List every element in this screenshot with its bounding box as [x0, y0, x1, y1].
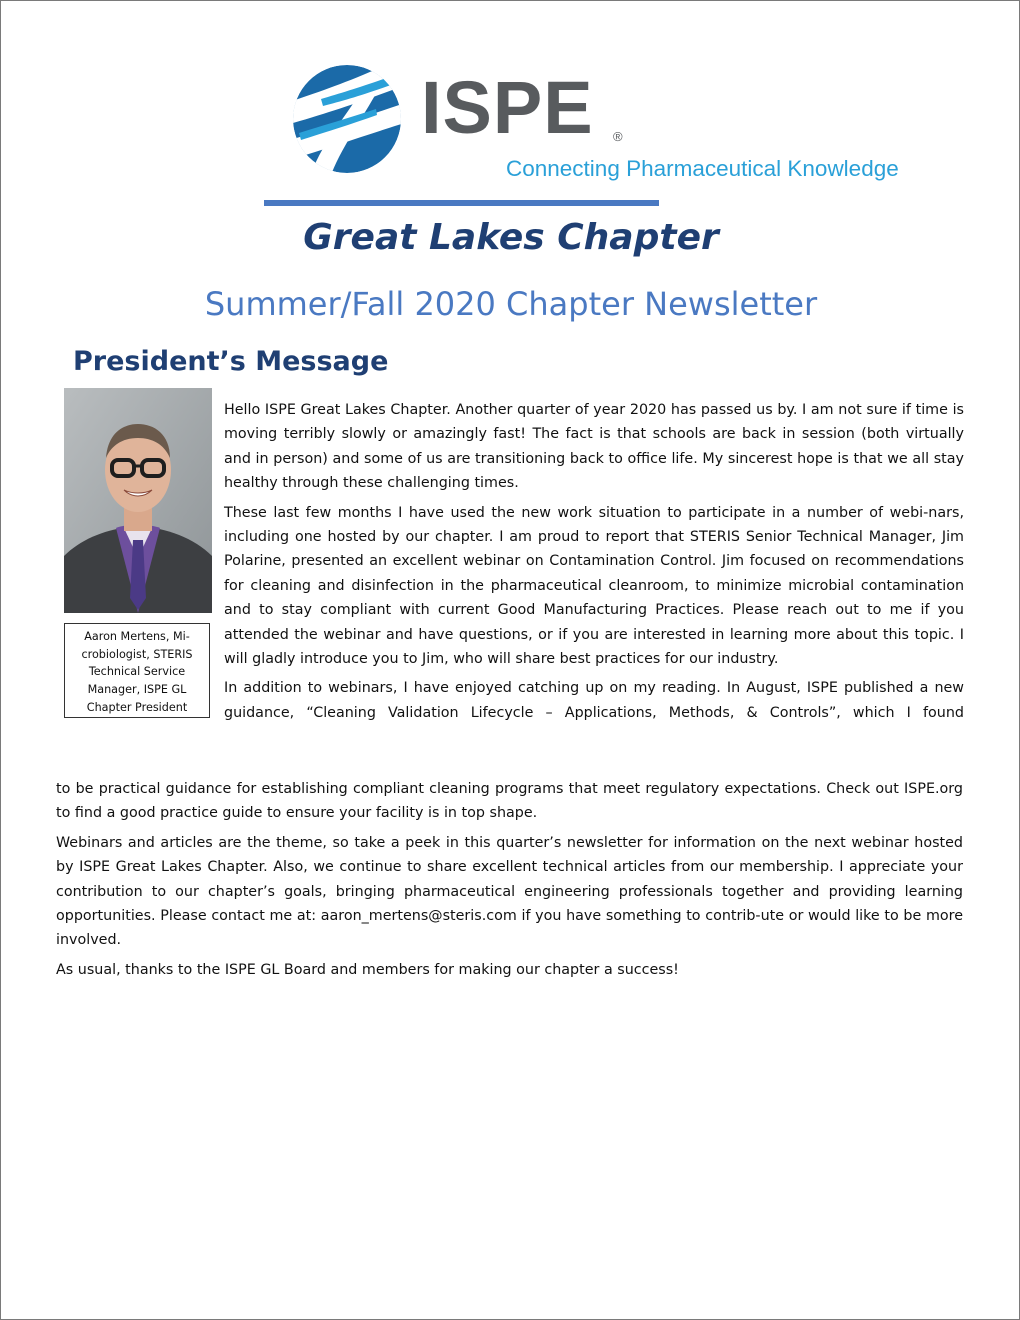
- president-photo: [64, 388, 212, 613]
- paragraph: to be practical guidance for establishing compliant cleaning programs that meet regulatory expectations. Check out ISPE.org to find a good practice guide to ensure your facility is in top shape.: [56, 781, 963, 822]
- caption-line: crobiologist, STERIS: [81, 647, 193, 661]
- paragraph: Webinars and articles are the theme, so take a peek in this quarter’s newsletter for information on the next webinar hosted by ISPE Great Lakes Chapter. Also, we continue to share excellent technical articles from our membership. I appreciate your contribution to our chapter’s goals, bringing pharmaceutical engineering professionals together and providing learning opportunities. Please contact me at: aaron_mertens@steris.com if you have something to contrib-ute or would like to be more involved.: [56, 834, 963, 949]
- caption-line: Technical Service: [88, 665, 186, 679]
- newsletter-title: Summer/Fall 2020 Chapter Newsletter: [204, 285, 818, 323]
- caption-line: Chapter President: [86, 700, 188, 714]
- ispe-logo: [291, 63, 931, 193]
- section-heading: President’s Message: [73, 346, 389, 377]
- paragraph: These last few months I have used the new work situation to participate in a number of webi-nars, including one hosted by our chapter. I am proud to report that STERIS Senior Technical Manager, Jim Polarine, presented an excellent webinar on Contamination Control. Jim focused on recommendations for cleaning and disinfection in the pharmaceutical cleanroom, to minimize microbial contamination and to stay compliant with current Good Manufacturing Practices. Please reach out to me if you attended the webinar and have questions, or if you are interested in learning more about this topic. I will gladly introduce you to Jim, who will share best practices for our industry.: [224, 504, 964, 668]
- caption-line: Aaron Mertens, Mi-: [84, 630, 190, 643]
- paragraph: In addition to webinars, I have enjoyed catching up on my reading. In August, ISPE published a new guidance, “Cleaning Validation Lifecycle – Applications, Methods, & Controls”, which I found: [224, 680, 964, 721]
- message-body-column: [224, 398, 964, 730]
- message-body-full: [56, 777, 963, 987]
- chapter-title: Great Lakes Chapter: [303, 217, 719, 258]
- paragraph: As usual, thanks to the ISPE GL Board and members for making our chapter a success!: [56, 961, 679, 978]
- registered-mark: ®: [613, 129, 623, 144]
- header-divider: [264, 200, 659, 206]
- logo-tagline: Connecting Pharmaceutical Knowledge: [506, 156, 899, 181]
- caption-line: Manager, ISPE GL: [87, 683, 187, 697]
- portrait-image: [64, 388, 212, 613]
- logo-wordmark: ISPE: [421, 66, 594, 149]
- ispe-swirl-logo-icon: [291, 63, 403, 175]
- paragraph: Hello ISPE Great Lakes Chapter. Another quarter of year 2020 has passed us by. I am not sure if time is moving terribly slowly or amazingly fast! The fact is that schools are back in session (both virtually and in person) and some of us are transitioning back to office life. My sincerest hope is that we all stay healthy through these challenging times.: [224, 402, 964, 492]
- photo-caption: [64, 623, 210, 718]
